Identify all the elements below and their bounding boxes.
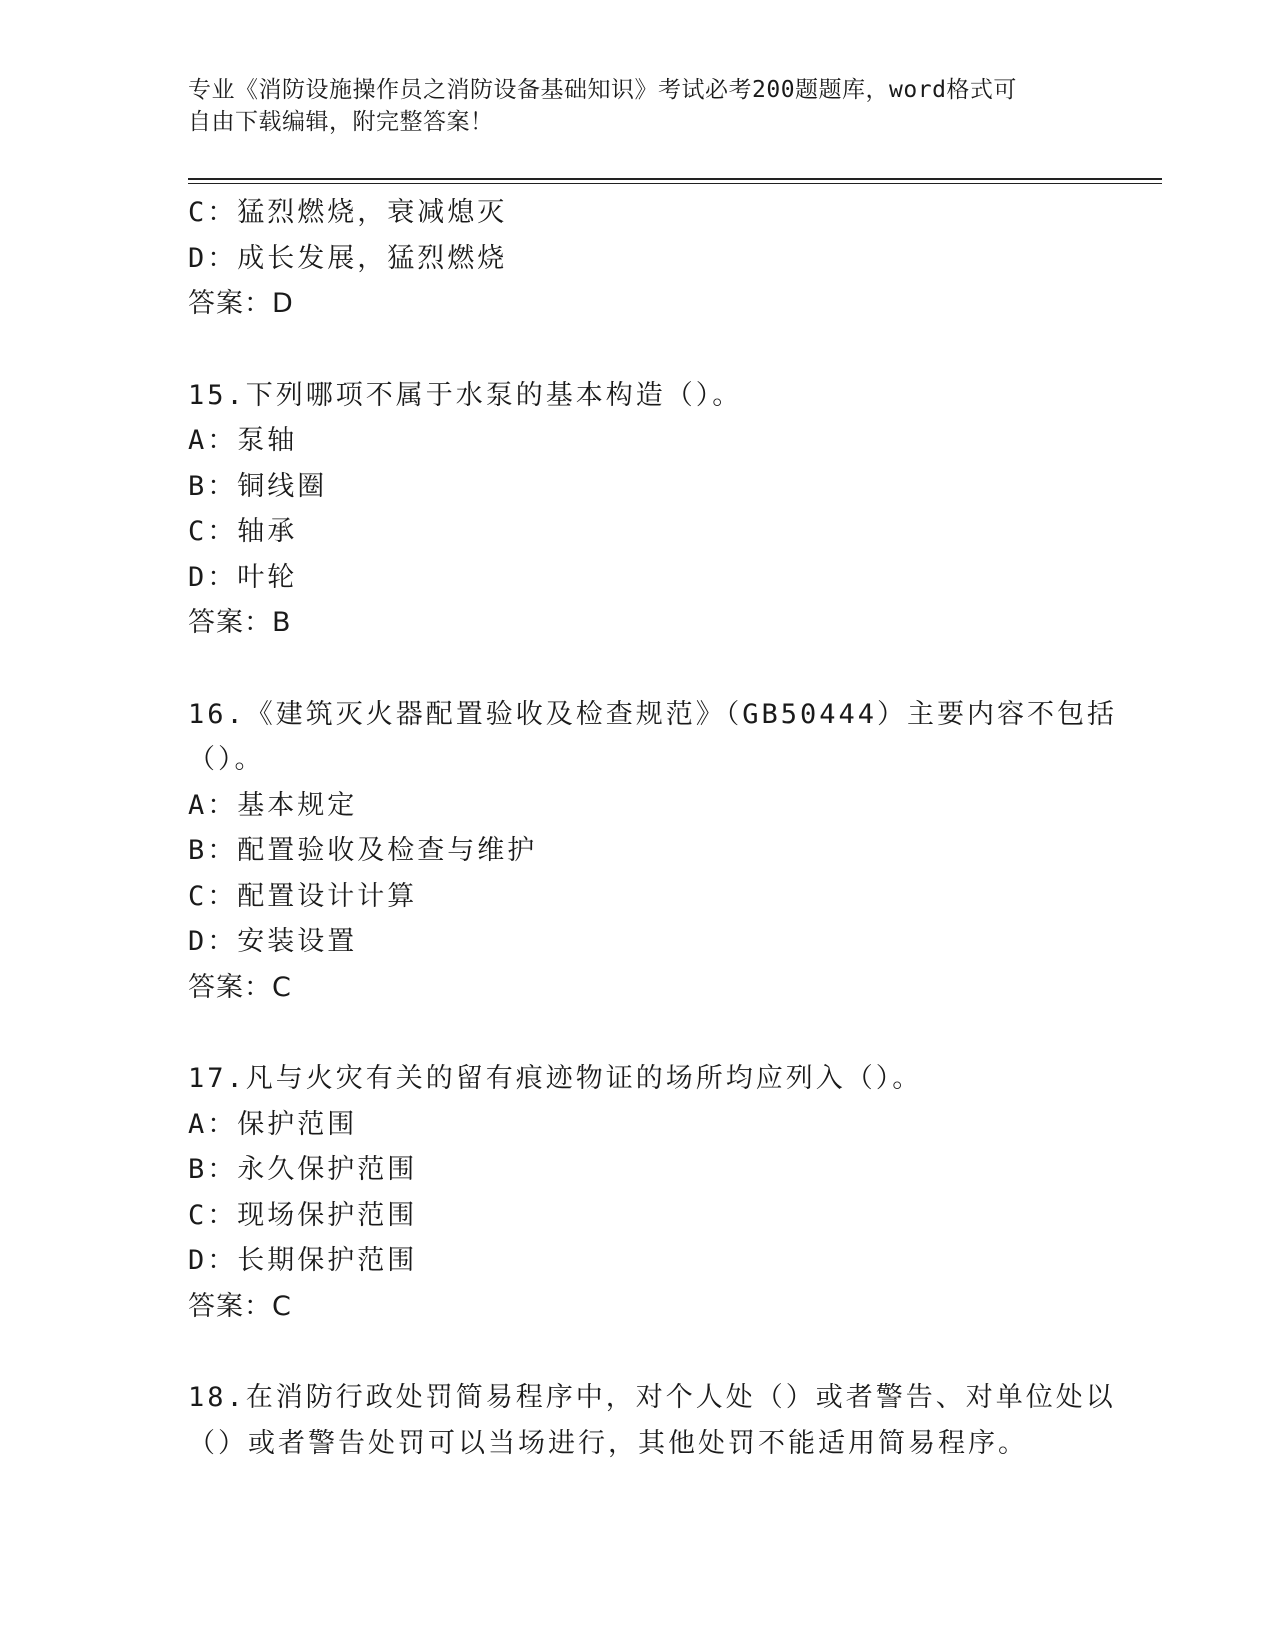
option-a: A：基本规定 bbox=[188, 789, 358, 821]
question-15 bbox=[188, 373, 1088, 646]
option-d: D：叶轮 bbox=[188, 561, 298, 593]
question-18 bbox=[188, 1375, 1116, 1466]
header-line-2: 自由下载编辑，附完整答案！ bbox=[188, 109, 494, 135]
question-17 bbox=[188, 1056, 1088, 1329]
question-stem-line-1: 18.在消防行政处罚简易程序中，对个人处（）或者警告、对单位处以 bbox=[188, 1382, 1116, 1413]
header-line-1: 专业《消防设施操作员之消防设备基础知识》考试必考200题题库，word格式可 bbox=[188, 77, 1017, 103]
option-c: C：猛烈燃烧，衰减熄灭 bbox=[188, 197, 508, 228]
option-c: C：轴承 bbox=[188, 516, 298, 547]
question-stem: 15.下列哪项不属于水泵的基本构造（）。 bbox=[188, 379, 743, 411]
answer-line: 答案：D bbox=[188, 288, 294, 319]
answer-line: 答案：B bbox=[188, 607, 292, 638]
question-16 bbox=[188, 692, 1118, 1011]
option-a: A：泵轴 bbox=[188, 425, 298, 456]
option-b: B：永久保护范围 bbox=[188, 1154, 418, 1185]
answer-line: 答案：C bbox=[188, 1290, 292, 1322]
question-list bbox=[188, 190, 1118, 1466]
header-divider-thick bbox=[188, 178, 1162, 180]
option-d: D：长期保护范围 bbox=[188, 1245, 418, 1276]
answer-line: 答案：C bbox=[188, 971, 292, 1003]
option-d: D：成长发展，猛烈燃烧 bbox=[188, 242, 508, 274]
option-b: B：配置验收及检查与维护 bbox=[188, 835, 538, 866]
option-c: C：配置设计计算 bbox=[188, 880, 418, 912]
question-stem: 17.凡与火灾有关的留有痕迹物证的场所均应列入（）。 bbox=[188, 1063, 923, 1094]
document-header bbox=[188, 74, 1088, 138]
option-b: B：铜线圈 bbox=[188, 470, 328, 502]
option-d: D：安装设置 bbox=[188, 926, 358, 957]
option-c: C：现场保护范围 bbox=[188, 1199, 418, 1231]
header-divider-thin bbox=[188, 183, 1162, 184]
option-a: A：保护范围 bbox=[188, 1108, 358, 1140]
question-stem-line-2: （）或者警告处罚可以当场进行，其他处罚不能适用简易程序。 bbox=[188, 1427, 1028, 1459]
question-14-tail bbox=[188, 190, 1088, 327]
question-stem-line-2: （）。 bbox=[188, 744, 265, 775]
question-stem-line-1: 16.《建筑灭火器配置验收及检查规范》（GB50444）主要内容不包括 bbox=[188, 698, 1118, 730]
